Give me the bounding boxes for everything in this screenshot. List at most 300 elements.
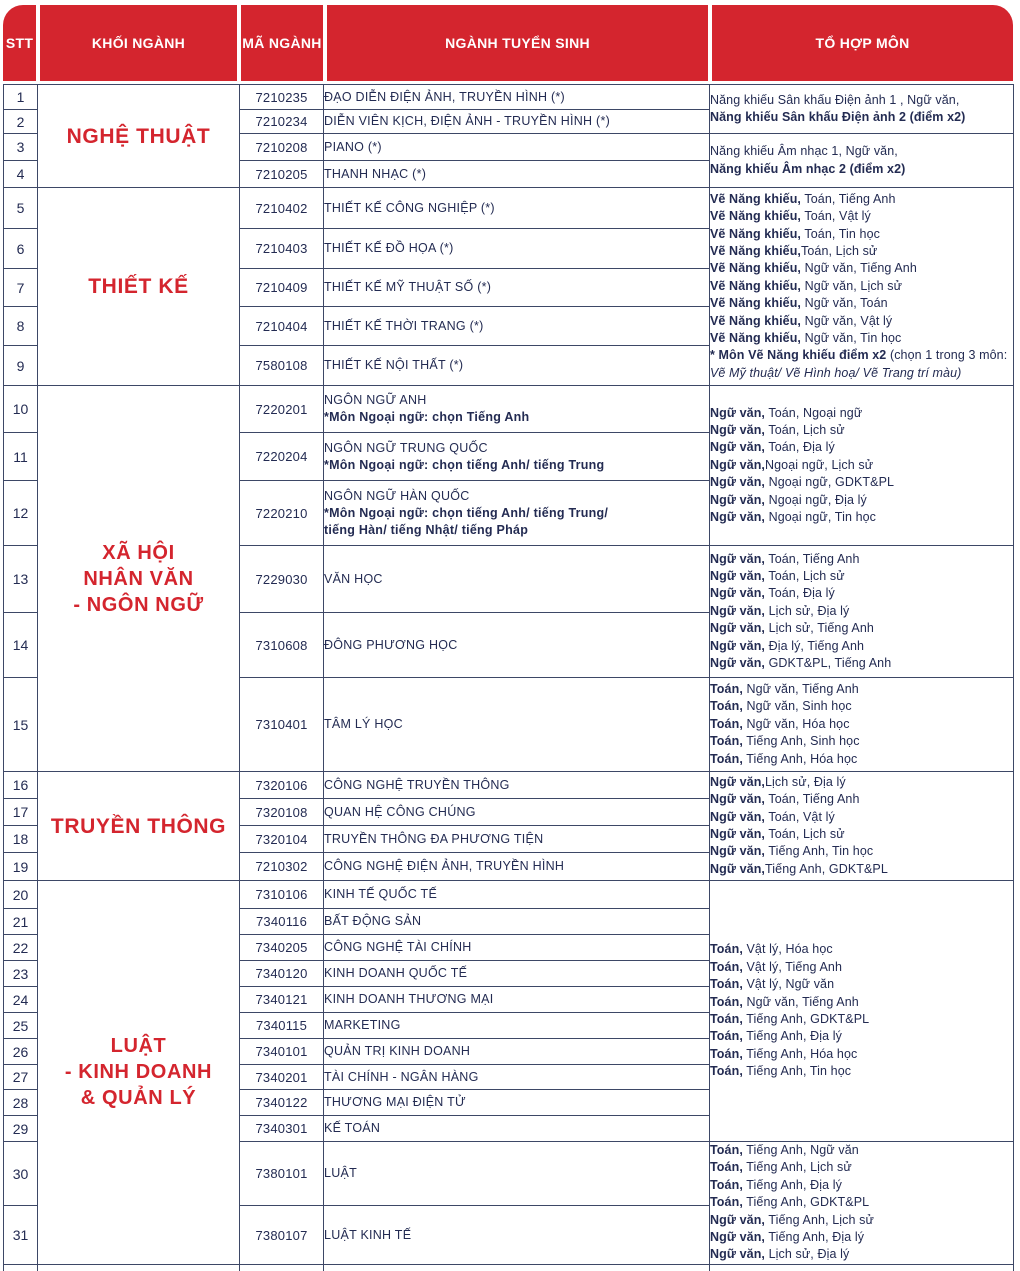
text-part: Ngữ văn, bbox=[710, 440, 765, 455]
group-label bbox=[38, 1033, 239, 1111]
text-part: Tiếng Anh, Lịch sử bbox=[765, 1212, 874, 1227]
text-line bbox=[324, 804, 709, 821]
text-part: Tiếng Anh, Lịch sử bbox=[742, 1160, 852, 1175]
cutoff-cell bbox=[240, 1264, 324, 1271]
subject-combos-cell bbox=[710, 546, 1014, 678]
text-line bbox=[324, 1165, 709, 1182]
khoi-nganh-cell bbox=[38, 85, 240, 188]
text-part: Tiếng Anh, Địa lý bbox=[742, 1177, 842, 1192]
text-part: KINH DOANH QUỐC TẾ bbox=[324, 966, 468, 980]
group-label-line: - KINH DOANH bbox=[64, 1061, 213, 1084]
major-name-cell bbox=[324, 386, 710, 433]
row-number-cell: 9 bbox=[4, 346, 38, 386]
subject-combos-cell bbox=[710, 772, 1014, 881]
major-code-cell: 7310608 bbox=[240, 613, 324, 678]
text-part: Năng khiếu Sân khấu Điện ảnh 2 (điểm x2) bbox=[710, 110, 966, 124]
major-name-cell bbox=[324, 678, 710, 772]
text-part: Toán, Ngoại ngữ bbox=[765, 405, 863, 420]
text-line bbox=[324, 522, 709, 539]
text-line bbox=[710, 826, 1013, 843]
text-part: Ngữ văn, bbox=[710, 422, 765, 437]
text-part: Ngữ văn, Tiếng Anh bbox=[742, 994, 859, 1009]
header-ma-nganh: MÃ NGÀNH bbox=[241, 5, 323, 81]
text-line bbox=[710, 1046, 1013, 1063]
row-number-cell: 28 bbox=[4, 1090, 38, 1116]
text-line bbox=[710, 551, 1013, 568]
text-line bbox=[710, 809, 1013, 826]
text-line bbox=[324, 1120, 709, 1137]
text-part: *Môn Ngoại ngữ: chọn tiếng Anh/ tiếng Trung/ bbox=[324, 505, 609, 520]
text-part: Vẽ Năng khiếu, bbox=[710, 261, 802, 276]
text-line bbox=[710, 733, 1013, 750]
text-part: TÀI CHÍNH - NGÂN HÀNG bbox=[324, 1069, 479, 1084]
row-number-cell: 13 bbox=[4, 546, 38, 613]
text-part: tiếng Hàn/ tiếng Nhật/ tiếng Pháp bbox=[324, 522, 529, 537]
major-code-cell: 7320108 bbox=[240, 799, 324, 826]
text-part: QUẢN TRỊ KINH DOANH bbox=[324, 1044, 471, 1058]
text-part: Toán, bbox=[710, 959, 743, 974]
major-code-cell: 7229030 bbox=[240, 546, 324, 613]
row-number-cell: 31 bbox=[4, 1206, 38, 1264]
text-part: Ngữ văn, bbox=[710, 551, 765, 566]
text-line bbox=[710, 994, 1013, 1011]
text-part: Vẽ Năng khiếu, bbox=[710, 296, 802, 311]
subject-combos-cell bbox=[710, 134, 1014, 188]
row-number-cell: 30 bbox=[4, 1142, 38, 1206]
text-line bbox=[324, 1094, 709, 1111]
text-part: VĂN HỌC bbox=[324, 571, 383, 586]
subject-combos-cell bbox=[710, 881, 1014, 1142]
text-part: Toán, bbox=[710, 942, 743, 957]
major-code-cell: 7340205 bbox=[240, 935, 324, 961]
text-line bbox=[710, 568, 1013, 585]
text-part: TRUYỀN THÔNG ĐA PHƯƠNG TIỆN bbox=[324, 831, 544, 846]
text-line bbox=[324, 571, 709, 588]
cutoff-cell bbox=[710, 1264, 1014, 1271]
text-line bbox=[324, 240, 709, 257]
text-part: Tiếng Anh, Tin học bbox=[742, 1064, 852, 1079]
text-line bbox=[710, 843, 1013, 860]
row-number-cell: 12 bbox=[4, 481, 38, 546]
text-line bbox=[710, 313, 1013, 330]
text-part: Toán, bbox=[710, 1064, 743, 1079]
text-part: Tiếng Anh, Tin học bbox=[765, 844, 874, 859]
text-part: Ngữ văn, Toán bbox=[801, 296, 888, 311]
text-line bbox=[324, 1017, 709, 1034]
major-name-cell bbox=[324, 85, 710, 110]
text-part: NGÔN NGỮ ANH bbox=[324, 393, 427, 407]
table-row bbox=[4, 188, 1014, 229]
cutoff-row bbox=[4, 1264, 1014, 1271]
text-line bbox=[324, 279, 709, 296]
major-code-cell: 7340121 bbox=[240, 987, 324, 1013]
text-part: Vẽ Năng khiếu, bbox=[710, 209, 802, 224]
major-name-cell bbox=[324, 269, 710, 307]
text-line bbox=[710, 509, 1013, 526]
row-number-cell: 5 bbox=[4, 188, 38, 229]
text-part: THƯƠNG MẠI ĐIỆN TỬ bbox=[324, 1095, 466, 1109]
text-line bbox=[324, 1043, 709, 1060]
text-part: TÂM LÝ HỌC bbox=[324, 717, 403, 731]
khoi-nganh-cell bbox=[38, 386, 240, 772]
header-khoi-nganh: KHỐI NGÀNH bbox=[40, 5, 237, 81]
table-row bbox=[4, 85, 1014, 110]
text-part: ĐÔNG PHƯƠNG HỌC bbox=[324, 637, 458, 652]
text-part: CÔNG NGHỆ TÀI CHÍNH bbox=[324, 940, 472, 954]
subject-combos-cell bbox=[710, 1142, 1014, 1265]
text-line bbox=[324, 318, 709, 335]
text-part: KINH TẾ QUỐC TẾ bbox=[324, 887, 438, 901]
text-line bbox=[324, 637, 709, 654]
row-number-cell: 6 bbox=[4, 229, 38, 269]
major-name-cell bbox=[324, 613, 710, 678]
major-name-cell bbox=[324, 799, 710, 826]
text-part: Tiếng Anh, Địa lý bbox=[765, 1230, 865, 1245]
group-label-line: NGHỆ THUẬT bbox=[66, 124, 211, 148]
text-part: Ngữ văn, Tiếng Anh bbox=[742, 681, 859, 696]
text-part: BẤT ĐỘNG SẢN bbox=[324, 914, 422, 928]
major-code-cell: 7210409 bbox=[240, 269, 324, 307]
major-code-cell: 7310401 bbox=[240, 678, 324, 772]
major-name-cell bbox=[324, 1142, 710, 1206]
text-part: Toán, bbox=[710, 751, 743, 766]
text-line bbox=[710, 243, 1013, 260]
text-part: Ngoại ngữ, GDKT&PL bbox=[765, 475, 895, 490]
text-part: Toán, bbox=[710, 716, 743, 731]
header-stt: STT bbox=[3, 5, 36, 81]
text-line bbox=[324, 991, 709, 1008]
row-number-cell: 29 bbox=[4, 1116, 38, 1142]
text-line bbox=[710, 474, 1013, 491]
text-part: THIẾT KẾ THỜI TRANG (*) bbox=[324, 318, 484, 333]
row-number-cell: 10 bbox=[4, 386, 38, 433]
text-part: *Môn Ngoại ngữ: chọn tiếng Anh/ tiếng Trung bbox=[324, 457, 605, 472]
major-code-cell: 7210205 bbox=[240, 161, 324, 188]
major-name-cell bbox=[324, 853, 710, 881]
major-code-cell: 7580108 bbox=[240, 346, 324, 386]
text-part: THIẾT KẾ NỘI THẤT (*) bbox=[324, 358, 464, 372]
text-line bbox=[710, 457, 1013, 474]
text-part: Toán, bbox=[710, 681, 743, 696]
text-line bbox=[710, 774, 1013, 791]
major-code-cell: 7210403 bbox=[240, 229, 324, 269]
khoi-nganh-cell bbox=[38, 881, 240, 1265]
major-name-cell bbox=[324, 1206, 710, 1264]
text-part: Vẽ Năng khiếu, bbox=[710, 191, 802, 206]
major-name-cell bbox=[324, 909, 710, 935]
row-number-cell: 4 bbox=[4, 161, 38, 188]
major-code-cell: 7210404 bbox=[240, 307, 324, 346]
text-line bbox=[324, 166, 709, 183]
text-part: Năng khiếu Sân khấu Điện ảnh 1 , Ngữ văn, bbox=[710, 92, 960, 107]
text-line bbox=[710, 1246, 1013, 1263]
text-line bbox=[710, 941, 1013, 958]
table-header bbox=[3, 5, 1013, 81]
text-line bbox=[710, 620, 1013, 637]
text-line bbox=[710, 422, 1013, 439]
text-part: Ngoại ngữ, Lịch sử bbox=[765, 457, 874, 472]
text-part: Ngữ văn, bbox=[710, 492, 765, 507]
major-code-cell: 7220210 bbox=[240, 481, 324, 546]
text-part: Toán, Tin học bbox=[801, 226, 881, 241]
text-part: Ngữ văn, bbox=[710, 861, 765, 876]
major-code-cell: 7340101 bbox=[240, 1039, 324, 1065]
text-part: Ngữ văn, bbox=[710, 844, 765, 859]
text-part: Vật lý, Ngữ văn bbox=[742, 977, 835, 992]
text-part: Tiếng Anh, Ngữ văn bbox=[742, 1143, 859, 1157]
text-part: Vẽ Năng khiếu, bbox=[710, 243, 802, 258]
text-line bbox=[324, 200, 709, 217]
group-label bbox=[38, 273, 239, 300]
text-line bbox=[710, 330, 1013, 347]
text-part: NGÔN NGỮ TRUNG QUỐC bbox=[324, 440, 488, 455]
major-code-cell: 7220201 bbox=[240, 386, 324, 433]
text-line bbox=[710, 1159, 1013, 1176]
text-part: Tiếng Anh, Địa lý bbox=[742, 1029, 842, 1044]
text-line bbox=[324, 886, 709, 903]
text-part: Ngoại ngữ, Địa lý bbox=[765, 492, 867, 507]
row-number-cell: 14 bbox=[4, 613, 38, 678]
text-part: Toán, bbox=[710, 734, 743, 749]
text-part: Địa lý, Tiếng Anh bbox=[765, 638, 865, 653]
text-line bbox=[324, 357, 709, 374]
text-part: Ngữ văn, bbox=[710, 621, 765, 636]
group-label-line: THIẾT KẾ bbox=[88, 275, 189, 298]
text-line bbox=[324, 457, 709, 474]
text-part: Vật lý, Hóa học bbox=[742, 942, 833, 957]
text-part: Ngữ văn, bbox=[710, 656, 765, 671]
text-part: Ngữ văn, bbox=[710, 510, 765, 525]
major-code-cell: 7320106 bbox=[240, 772, 324, 799]
major-name-cell bbox=[324, 1039, 710, 1065]
text-part: Tiếng Anh, Hóa học bbox=[742, 751, 858, 766]
major-name-cell bbox=[324, 881, 710, 909]
text-line bbox=[324, 113, 709, 130]
subject-combos-cell bbox=[710, 188, 1014, 386]
text-part: Ngữ văn, bbox=[710, 1230, 765, 1245]
text-part: Ngoại ngữ, Tin học bbox=[765, 510, 877, 525]
text-line bbox=[710, 492, 1013, 509]
text-line bbox=[324, 913, 709, 930]
subject-combos-cell bbox=[710, 386, 1014, 546]
major-code-cell: 7210235 bbox=[240, 85, 324, 110]
row-number-cell: 27 bbox=[4, 1065, 38, 1090]
text-line bbox=[324, 831, 709, 848]
group-label-line: XÃ HỘI bbox=[102, 541, 175, 564]
text-part: Vật lý, Tiếng Anh bbox=[742, 959, 842, 974]
row-number-cell: 18 bbox=[4, 826, 38, 853]
group-label-line: & QUẢN LÝ bbox=[80, 1087, 197, 1110]
row-number-cell: 19 bbox=[4, 853, 38, 881]
text-part: Ngữ văn, Vật lý bbox=[801, 313, 893, 328]
text-line bbox=[324, 440, 709, 457]
text-line bbox=[710, 1229, 1013, 1246]
major-code-cell: 7380101 bbox=[240, 1142, 324, 1206]
text-line bbox=[324, 488, 709, 505]
text-line bbox=[710, 260, 1013, 277]
text-line bbox=[710, 1063, 1013, 1080]
text-part: DIỄN VIÊN KỊCH, ĐIỆN ẢNH - TRUYỀN HÌNH (*) bbox=[324, 114, 610, 128]
text-line bbox=[710, 208, 1013, 225]
text-line bbox=[710, 405, 1013, 422]
text-part: Lịch sử, Địa lý bbox=[765, 1247, 850, 1262]
text-part: Toán, bbox=[710, 1195, 743, 1210]
row-number-cell: 2 bbox=[4, 110, 38, 134]
text-line bbox=[710, 439, 1013, 456]
text-part: Vẽ Mỹ thuật/ Vẽ Hình hoạ/ Vẽ Trang trí màu) bbox=[710, 365, 962, 380]
text-part: Ngữ văn, Tiếng Anh bbox=[801, 261, 917, 276]
text-line bbox=[710, 1011, 1013, 1028]
text-part: Toán, Lịch sử bbox=[765, 422, 845, 437]
text-line bbox=[710, 603, 1013, 620]
text-line bbox=[710, 365, 1013, 382]
text-line bbox=[710, 655, 1013, 672]
text-line bbox=[324, 716, 709, 733]
major-name-cell bbox=[324, 481, 710, 546]
major-code-cell: 7340116 bbox=[240, 909, 324, 935]
text-part: Ngữ văn, Tin học bbox=[801, 331, 902, 346]
cutoff-cell bbox=[4, 1264, 38, 1271]
text-part: Ngữ văn, Hóa học bbox=[742, 716, 850, 731]
row-number-cell: 1 bbox=[4, 85, 38, 110]
text-part: Ngữ văn, bbox=[710, 809, 765, 824]
cutoff-cell bbox=[38, 1264, 240, 1271]
text-part: Ngữ văn, bbox=[710, 457, 765, 472]
text-part: Toán, Địa lý bbox=[765, 440, 835, 455]
text-part: KINH DOANH THƯƠNG MẠI bbox=[324, 992, 494, 1006]
major-name-cell bbox=[324, 546, 710, 613]
group-label-line: LUẬT bbox=[110, 1035, 167, 1058]
text-line bbox=[710, 959, 1013, 976]
text-part: Ngữ văn, bbox=[710, 638, 765, 653]
major-name-cell bbox=[324, 1090, 710, 1116]
major-name-cell bbox=[324, 826, 710, 853]
text-part: Toán, bbox=[710, 1160, 743, 1175]
major-code-cell: 7210302 bbox=[240, 853, 324, 881]
major-name-cell bbox=[324, 772, 710, 799]
row-number-cell: 11 bbox=[4, 433, 38, 481]
text-part: Vẽ Năng khiếu, bbox=[710, 313, 802, 328]
text-part: Ngữ văn, Lịch sử bbox=[801, 278, 903, 293]
text-line bbox=[324, 505, 709, 522]
table-row bbox=[4, 881, 1014, 909]
text-line bbox=[324, 965, 709, 982]
major-name-cell bbox=[324, 188, 710, 229]
row-number-cell: 16 bbox=[4, 772, 38, 799]
table-row bbox=[4, 772, 1014, 799]
text-part: Năng khiếu Âm nhạc 1, Ngữ văn, bbox=[710, 144, 898, 159]
text-part: Toán, bbox=[710, 1012, 743, 1026]
group-label bbox=[38, 813, 239, 840]
text-part: Ngữ văn, bbox=[710, 586, 765, 601]
major-code-cell: 7320104 bbox=[240, 826, 324, 853]
text-part: Ngữ văn, bbox=[710, 1247, 765, 1262]
khoi-nganh-cell bbox=[38, 772, 240, 881]
text-part: Toán, Lịch sử bbox=[801, 243, 878, 258]
major-code-cell: 7210234 bbox=[240, 110, 324, 134]
text-part: MARKETING bbox=[324, 1018, 401, 1032]
subject-combos-cell bbox=[710, 85, 1014, 134]
text-part: Ngữ văn, bbox=[710, 792, 765, 807]
major-code-cell: 7340201 bbox=[240, 1065, 324, 1090]
text-line bbox=[710, 698, 1013, 715]
major-code-cell: 7380107 bbox=[240, 1206, 324, 1264]
text-part: Vẽ Năng khiếu, bbox=[710, 226, 802, 241]
text-line bbox=[710, 161, 1013, 178]
major-name-cell bbox=[324, 1116, 710, 1142]
text-part: Toán, bbox=[710, 1143, 743, 1157]
group-label bbox=[38, 123, 239, 150]
text-part: Toán, bbox=[710, 1029, 743, 1044]
text-part: Tiếng Anh, GDKT&PL bbox=[742, 1012, 870, 1026]
row-number-cell: 3 bbox=[4, 134, 38, 161]
table-body bbox=[4, 85, 1014, 1271]
text-line bbox=[710, 1028, 1013, 1045]
row-number-cell: 8 bbox=[4, 307, 38, 346]
text-part: THANH NHẠC (*) bbox=[324, 166, 427, 181]
text-part: Tiếng Anh, GDKT&PL bbox=[765, 861, 888, 876]
cutoff-cell bbox=[324, 1264, 710, 1271]
major-code-cell: 7340120 bbox=[240, 961, 324, 987]
text-line bbox=[324, 139, 709, 156]
text-part: THIẾT KẾ CÔNG NGHIỆP (*) bbox=[324, 200, 495, 215]
text-part: LUẬT KINH TẾ bbox=[324, 1227, 412, 1242]
text-part: ĐẠO DIỄN ĐIỆN ẢNH, TRUYỀN HÌNH (*) bbox=[324, 89, 565, 104]
major-name-cell bbox=[324, 161, 710, 188]
row-number-cell: 21 bbox=[4, 909, 38, 935]
group-label bbox=[38, 540, 239, 618]
group-label-line: - NGÔN NGỮ bbox=[73, 593, 204, 616]
header-to-hop-mon: TỔ HỢP MÔN bbox=[712, 5, 1013, 81]
text-part: Lịch sử, Tiếng Anh bbox=[765, 621, 874, 636]
text-part: Toán, Vật lý bbox=[765, 809, 835, 824]
major-code-cell: 7220204 bbox=[240, 433, 324, 481]
text-part: Toán, Tiếng Anh bbox=[801, 191, 896, 206]
admissions-table bbox=[3, 84, 1014, 1271]
text-line bbox=[710, 191, 1013, 208]
text-part: Toán, Tiếng Anh bbox=[765, 551, 860, 566]
major-code-cell: 7310106 bbox=[240, 881, 324, 909]
text-part: Toán, bbox=[710, 699, 743, 714]
text-line bbox=[710, 1194, 1013, 1211]
row-number-cell: 25 bbox=[4, 1013, 38, 1039]
row-number-cell: 17 bbox=[4, 799, 38, 826]
group-label-line: TRUYỀN THÔNG bbox=[50, 814, 227, 838]
major-code-cell: 7340122 bbox=[240, 1090, 324, 1116]
text-line bbox=[710, 751, 1013, 768]
text-part: Tiếng Anh, Sinh học bbox=[742, 734, 860, 749]
text-part: CÔNG NGHỆ TRUYỀN THÔNG bbox=[324, 777, 510, 792]
major-code-cell: 7340115 bbox=[240, 1013, 324, 1039]
text-part: LUẬT bbox=[324, 1166, 357, 1181]
text-line bbox=[710, 347, 1013, 364]
text-part: Ngữ văn, bbox=[710, 475, 765, 490]
major-name-cell bbox=[324, 433, 710, 481]
text-part: THIẾT KẾ ĐỒ HỌA (*) bbox=[324, 241, 454, 255]
subject-combos-cell bbox=[710, 678, 1014, 772]
text-line bbox=[324, 858, 709, 875]
text-line bbox=[324, 409, 709, 426]
major-code-cell: 7210402 bbox=[240, 188, 324, 229]
text-part: Tiếng Anh, GDKT&PL bbox=[742, 1195, 870, 1210]
text-line bbox=[710, 295, 1013, 312]
text-line bbox=[710, 1142, 1013, 1159]
text-line bbox=[324, 1069, 709, 1086]
text-line bbox=[324, 89, 709, 106]
text-part: Ngữ văn, Sinh học bbox=[742, 699, 852, 714]
text-part: Toán, Tiếng Anh bbox=[765, 792, 860, 807]
major-name-cell bbox=[324, 307, 710, 346]
